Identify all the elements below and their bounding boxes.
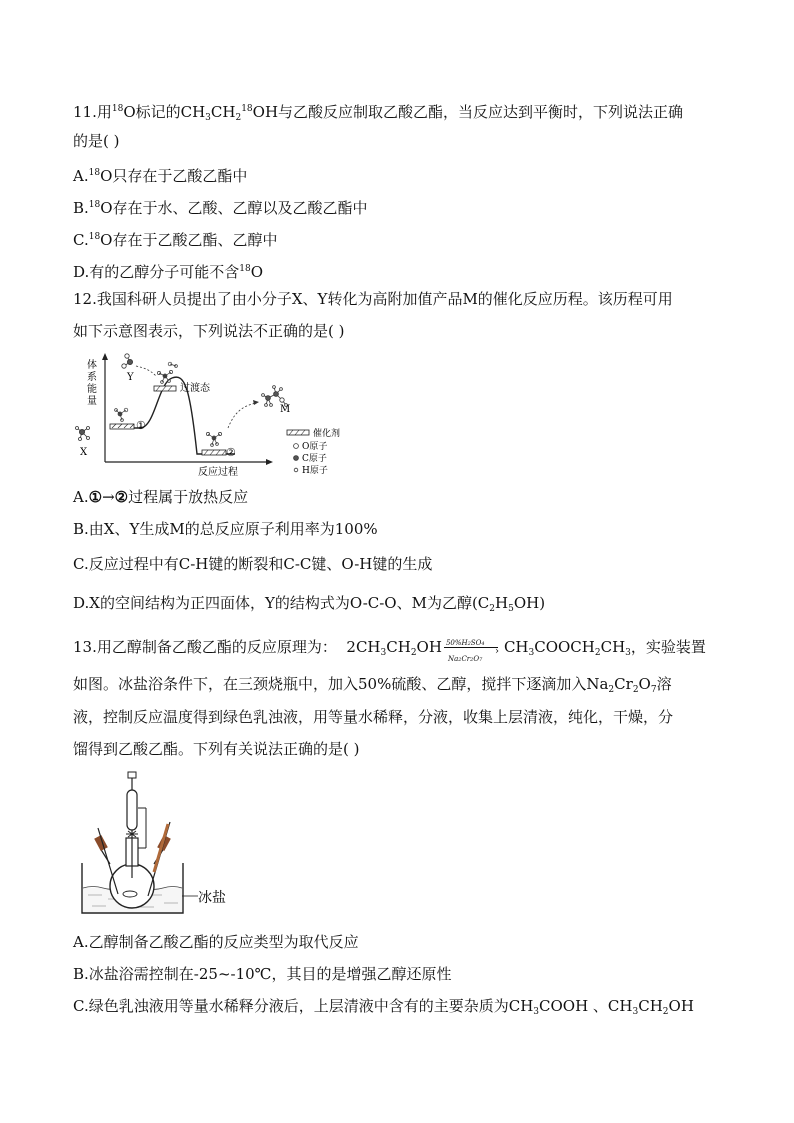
text: COOCH bbox=[534, 638, 595, 656]
legend-o: O原子 bbox=[302, 442, 328, 452]
text: 如图。冰盐浴条件下，在三颈烧瓶中，加入50%硫酸、乙醇，搅拌下逐滴加入Na bbox=[73, 675, 609, 693]
text: 13.用乙醇制备乙酸乙酯的反应原理为： bbox=[73, 638, 337, 656]
q13-option-c bbox=[73, 995, 694, 1023]
circled-1: ① bbox=[88, 488, 103, 506]
text: A. bbox=[73, 167, 89, 185]
subscript: 2 bbox=[458, 657, 462, 663]
subscript: 3 bbox=[528, 648, 535, 658]
y-axis-char: 能 bbox=[87, 384, 97, 395]
subscript: 2 bbox=[467, 641, 471, 647]
subscript: 7 bbox=[479, 657, 483, 663]
adsorbed-species-2-icon bbox=[206, 432, 221, 446]
transition-state-label: 过渡态 bbox=[180, 383, 210, 394]
q13-stem-line2 bbox=[73, 673, 672, 701]
subscript: 3 bbox=[533, 1007, 540, 1017]
subscript: 2 bbox=[235, 113, 242, 123]
text: O bbox=[250, 263, 264, 281]
subscript: 2 bbox=[470, 657, 474, 663]
legend-o-swatch bbox=[294, 444, 299, 449]
text: Cr bbox=[461, 655, 471, 663]
q11-option-c bbox=[73, 226, 277, 251]
isotope: 18 bbox=[88, 200, 101, 210]
label-m: M bbox=[280, 404, 291, 415]
text: OH bbox=[668, 997, 694, 1015]
reaction-arrow bbox=[442, 636, 504, 663]
text: D.有的乙醇分子可能不含 bbox=[73, 263, 240, 281]
y-axis-char: 体 bbox=[87, 360, 97, 371]
text: Na bbox=[447, 655, 459, 663]
q12-option-d bbox=[73, 592, 545, 620]
subscript: 2 bbox=[489, 604, 496, 614]
subscript: 2 bbox=[594, 648, 601, 658]
text: ，实验装置 bbox=[630, 638, 706, 656]
label-y: Y bbox=[127, 372, 134, 383]
text: CH bbox=[210, 103, 236, 121]
subscript: 5 bbox=[508, 604, 514, 614]
apparatus-figure bbox=[78, 768, 228, 918]
q11-stem-line2: 的是( ) bbox=[73, 132, 120, 150]
subscript: 2 bbox=[662, 1007, 669, 1017]
q12-option-a bbox=[73, 486, 248, 508]
subscript: 3 bbox=[380, 648, 387, 658]
y-axis-char: 量 bbox=[87, 396, 97, 407]
legend-h: H原子 bbox=[302, 466, 328, 476]
label-x: X bbox=[80, 447, 88, 458]
subscript: 2 bbox=[410, 648, 417, 658]
arrow: → bbox=[102, 488, 115, 506]
isotope: 18 bbox=[241, 104, 253, 114]
subscript: 4 bbox=[481, 641, 485, 647]
q11-option-b bbox=[73, 194, 368, 219]
subscript: 3 bbox=[625, 648, 631, 658]
adsorbed-species-ts-icon bbox=[157, 362, 177, 383]
q13-option-a: A.乙醇制备乙酸乙酯的反应类型为取代反应 bbox=[73, 933, 359, 951]
isotope: 18 bbox=[88, 168, 101, 178]
text: OH与乙酸反应制取乙酸乙酯，当反应达到平衡时，下列说法正确 bbox=[252, 103, 684, 121]
text: H bbox=[495, 594, 509, 612]
text: B. bbox=[73, 199, 89, 217]
q13-stem-line4: 馏得到乙酸乙酯。下列有关说法正确的是( ) bbox=[73, 740, 360, 758]
text: CH bbox=[638, 997, 663, 1015]
legend-c: C原子 bbox=[302, 454, 327, 464]
text: COOH 、CH bbox=[539, 997, 633, 1015]
text: O bbox=[638, 675, 651, 693]
subscript: 2 bbox=[608, 685, 615, 695]
text: C.绿色乳浊液用等量水稀释分液后，上层清液中含有的主要杂质为CH bbox=[73, 997, 534, 1015]
q11-stem bbox=[73, 98, 683, 129]
legend-c-swatch bbox=[294, 456, 299, 461]
legend-catalyst-swatch bbox=[287, 430, 309, 435]
state-2-label: ② bbox=[226, 446, 236, 459]
text: O bbox=[473, 655, 480, 663]
thermometer bbox=[98, 828, 118, 894]
q11-option-d bbox=[73, 258, 263, 283]
energy-diagram bbox=[70, 348, 360, 480]
y-axis-char: 系 bbox=[87, 372, 97, 383]
text: Cr bbox=[614, 675, 633, 693]
molecule-y-icon bbox=[122, 354, 133, 368]
text: O存在于乙酸乙酯、乙醇中 bbox=[100, 231, 278, 249]
subscript: 7 bbox=[650, 685, 657, 695]
x-axis-label: 反应过程 bbox=[198, 467, 238, 478]
text: O存在于水、乙酸、乙醇以及乙酸乙酯中 bbox=[100, 199, 368, 217]
isotope: 18 bbox=[239, 264, 251, 274]
text: CH bbox=[600, 638, 626, 656]
figure-label: 冰盐 bbox=[198, 890, 226, 906]
text: 溶 bbox=[656, 675, 672, 693]
arrow-head: › bbox=[494, 646, 499, 657]
text: 2CH bbox=[346, 638, 381, 656]
legend-h-swatch bbox=[294, 468, 298, 472]
text: SO bbox=[470, 639, 482, 647]
subscript: 2 bbox=[632, 685, 639, 695]
text: OH bbox=[416, 638, 442, 656]
text: CH bbox=[386, 638, 411, 656]
text: OH) bbox=[513, 594, 546, 612]
dropping-funnel bbox=[127, 790, 137, 830]
text: O只存在于乙酸乙酯中 bbox=[100, 167, 248, 185]
subscript: 3 bbox=[205, 113, 211, 123]
molecule-x-icon bbox=[76, 427, 90, 441]
q13-stem-line1 bbox=[73, 636, 706, 664]
text: D.X的空间结构为正四面体，Y的结构式为O-C-O、M为乙醇(C bbox=[73, 594, 490, 612]
text: C. bbox=[73, 231, 89, 249]
isotope: 18 bbox=[88, 232, 101, 242]
adsorbed-species-1-icon bbox=[115, 408, 128, 421]
q12-option-c: C.反应过程中有C-H键的断裂和C-C键、O-H键的生成 bbox=[73, 555, 433, 573]
text: O标记的CH bbox=[123, 103, 206, 121]
text: 11.用 bbox=[73, 103, 112, 121]
isotope: 18 bbox=[111, 104, 124, 114]
q12-stem-line1: 12.我国科研人员提出了由小分子X、Y转化为高附加值产品M的催化反应历程。该历程可用 bbox=[73, 290, 673, 308]
text: A. bbox=[73, 488, 89, 506]
circled-2: ② bbox=[114, 488, 129, 506]
condition-bottom bbox=[448, 648, 482, 671]
subscript: 3 bbox=[632, 1007, 639, 1017]
q12-option-b: B.由X、Y生成M的总反应原子利用率为100% bbox=[73, 520, 378, 538]
state-1-label: ① bbox=[136, 419, 146, 432]
q13-stem-line3: 液，控制反应温度得到绿色乳浊液，用等量水稀释，分液，收集上层清液，纯化，干燥，分 bbox=[73, 708, 674, 726]
text: CH bbox=[503, 638, 529, 656]
legend-catalyst: 催化剂 bbox=[313, 429, 341, 439]
q11-option-a bbox=[73, 162, 247, 187]
text: 过程属于放热反应 bbox=[128, 488, 249, 506]
text: 50%H bbox=[445, 639, 468, 647]
q13-option-b: B.冰盐浴需控制在-25~-10℃，其目的是增强乙醇还原性 bbox=[73, 965, 452, 983]
q12-stem-line2: 如下示意图表示，下列说法不正确的是( ) bbox=[73, 322, 345, 340]
